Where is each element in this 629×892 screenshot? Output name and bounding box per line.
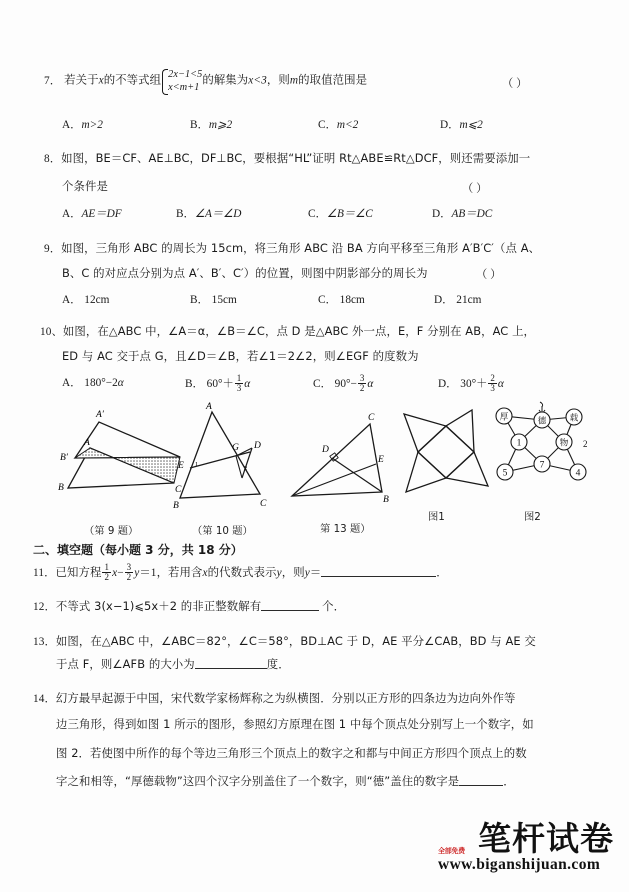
- q10-option-a-label: A．: [62, 377, 82, 389]
- svg-text:D: D: [322, 445, 329, 455]
- numerator: 3: [126, 562, 132, 572]
- q10-option-d-prefix: 30°＋: [460, 378, 488, 391]
- svg-text:C: C: [175, 485, 182, 495]
- node-hou: 厚: [499, 412, 509, 423]
- q11-answer-blank[interactable]: [321, 565, 436, 577]
- q9-option-a-label: A．: [62, 294, 82, 306]
- q14-answer-blank[interactable]: [459, 774, 503, 786]
- q14-line1: 幻方最早起源于中国，宋代数学家杨辉称之为纵横图．分别以正方形的四条边为边向外作等: [55, 691, 516, 705]
- figure-question-13: [288, 404, 400, 514]
- q14-line4-a: 字之和相等，“厚德载物”这四个汉字分别盖住了一个数字，则“德”盖住的数字是: [56, 774, 460, 788]
- q14-number: 14．: [33, 693, 56, 705]
- q10-option-a-prefix: 180°−2: [84, 377, 118, 389]
- svg-text:B: B: [58, 483, 64, 493]
- denominator: 2: [126, 572, 132, 583]
- svg-text:D: D: [254, 441, 261, 451]
- question-14: [33, 690, 516, 708]
- q10-option-c-suffix: α: [367, 378, 374, 391]
- question-number: 7．: [44, 74, 62, 87]
- q10-option-c-prefix: 90°−: [334, 378, 357, 391]
- question-9: [44, 240, 540, 258]
- svg-text:1: 1: [195, 461, 199, 468]
- svg-text:2: 2: [244, 465, 248, 472]
- figure-question-10: [172, 398, 292, 516]
- q7-option-b-label: B．: [190, 119, 209, 131]
- q7-text-after2: ，则: [266, 72, 290, 87]
- q14-line4-b: ．: [503, 774, 515, 788]
- q11-var-x1: x: [112, 567, 118, 580]
- q10-line1: 如图，在△ABC 中，∠A＝α，∠B＝∠C，点 D 是△ABC 外一点，E，F 分别在 AB，AC 上，: [62, 324, 536, 338]
- q11-text-b: ，若用含: [156, 565, 203, 580]
- node-4: 4: [575, 468, 581, 479]
- q10-option-a-suffix: α: [117, 377, 124, 389]
- q7-cond: x<3: [248, 74, 267, 87]
- q8-number: 8．: [44, 153, 62, 165]
- watermark-brand: 笔杆试卷: [478, 819, 614, 858]
- q7-answer-bracket[interactable]: （ ）: [502, 78, 528, 90]
- q8-line1: 如图，BE＝CF、AE⊥BC，DF⊥BC，要根据“HL”证明 Rt△ABE≌Rt△DCF，则还需要添加一: [61, 151, 531, 165]
- q7-option-c[interactable]: [318, 116, 358, 132]
- q9-option-b-value: 15cm: [211, 294, 237, 306]
- q9-option-c[interactable]: [318, 291, 365, 307]
- q11-text-c: 的代数式表示: [207, 565, 277, 580]
- q10-line2: ED 与 AC 交于点 G，且∠D＝∠B，若∠1＝2∠2，则∠EGF 的度数为: [62, 349, 419, 363]
- figure-q10-caption: （第 10 题）: [192, 525, 253, 537]
- q8-option-d-value: AB＝DC: [451, 208, 493, 220]
- q7-option-a-value: m>2: [81, 119, 103, 131]
- q8-answer-bracket[interactable]: （ ）: [462, 183, 488, 195]
- q7-option-d-label: D．: [440, 119, 460, 131]
- q7-option-d-value: m⩽2: [459, 119, 483, 131]
- figure-2-question-14: [494, 400, 590, 500]
- figure-q13-caption: 第 13 题）: [320, 523, 371, 535]
- q7-sys-line1: 2x−1<5: [168, 69, 203, 80]
- question-7: [44, 68, 367, 94]
- q7-option-a-label: A．: [62, 119, 82, 131]
- q7-inequality-system: [161, 68, 202, 94]
- q7-var-m: m: [289, 74, 299, 87]
- svg-text:C: C: [368, 413, 375, 423]
- q11-number: 11．: [33, 567, 56, 580]
- q8-option-d[interactable]: [432, 205, 492, 221]
- question-13: [33, 633, 536, 651]
- watermark-url: www.biganshijuan.com: [438, 856, 601, 873]
- denominator: 3: [236, 383, 242, 394]
- q7-text-after: 的解集为: [202, 72, 249, 87]
- q10-option-c[interactable]: [313, 374, 373, 393]
- q10-option-d-label: D．: [438, 378, 458, 391]
- q13-line1: 如图，在△ABC 中，∠ABC＝82°，∠C＝58°，BD⊥AC 于 D，AE 平分∠CAB，BD 与 AE 交: [55, 634, 536, 648]
- q11-equals-1: ＝1: [139, 567, 157, 580]
- node-7: 7: [539, 460, 545, 471]
- q11-text-a: 已知方程: [55, 565, 102, 580]
- denominator: 3: [490, 383, 495, 394]
- q9-line1: 如图，三角形 ABC 的周长为 15cm，将三角形 ABC 沿 BA 方向平移至三角形 A′B′C′（点 A、: [61, 241, 541, 255]
- q9-option-c-value: 18cm: [339, 294, 365, 306]
- node-5: 5: [502, 468, 508, 479]
- q9-option-c-label: C．: [318, 294, 337, 306]
- q8-option-b-label: B．: [176, 208, 195, 220]
- q11-var-x2: x: [202, 567, 208, 580]
- svg-text:E: E: [378, 455, 384, 465]
- q7-text-before: 若关于: [64, 72, 99, 87]
- numerator: 3: [359, 373, 365, 383]
- q10-option-d[interactable]: [438, 374, 504, 393]
- figure-2-caption: 图2: [524, 511, 541, 523]
- q8-line2: 个条件是: [62, 179, 108, 193]
- q9-option-d[interactable]: [434, 291, 481, 307]
- numerator: 1: [104, 562, 110, 572]
- q14-line2: 边三角形，得到如图 1 所示的图形，参照幻方原理在图 1 中每个顶点处分别写上一个数字，如: [56, 717, 534, 731]
- q14-line3: 图 2．若使图中所作的每个等边三角形三个顶点上的数字之和都与中间正方形四个顶点上的数: [56, 746, 527, 760]
- watermark: [438, 819, 614, 873]
- q11-text-d: ，则: [281, 565, 305, 580]
- node-1: 1: [516, 438, 522, 449]
- q9-option-d-label: D．: [434, 294, 454, 306]
- q7-text-end: 的取值范围是: [298, 72, 368, 87]
- section-2-title: 二、填空题（每小题 3 分，共 18 分）: [33, 543, 243, 557]
- svg-text:B: B: [383, 495, 389, 505]
- figure-q9-caption: （第 9 题）: [84, 525, 139, 537]
- q12-answer-blank[interactable]: [261, 599, 319, 611]
- svg-text:A′: A′: [96, 410, 104, 420]
- q10-option-b-suffix: α: [244, 378, 251, 391]
- q7-sys-line2: x<m+1: [168, 82, 200, 93]
- q8-option-c[interactable]: [308, 205, 373, 221]
- numerator: 1: [236, 373, 242, 383]
- q10-number: 10、: [40, 326, 63, 338]
- q10-option-c-label: C．: [313, 378, 332, 391]
- q8-option-a[interactable]: [62, 205, 122, 221]
- q10-option-a[interactable]: [62, 374, 124, 390]
- question-10: [40, 323, 535, 341]
- q12-number: 12．: [33, 601, 56, 613]
- q11-period: ．: [436, 567, 448, 580]
- svg-text:A: A: [206, 402, 212, 412]
- watermark-free-badge: 全部免费: [438, 847, 465, 855]
- q11-fraction-2: [125, 563, 134, 582]
- node-zai: 载: [569, 413, 579, 424]
- q13-line2: [56, 656, 290, 674]
- denominator: 2: [359, 383, 365, 394]
- q8-option-b[interactable]: [176, 205, 241, 221]
- svg-text:C: C: [260, 499, 267, 509]
- q8-option-c-label: C．: [308, 208, 327, 220]
- q13-line2-a: 于点 F，则∠AFB 的大小为: [56, 657, 195, 671]
- q14-line4: [56, 773, 515, 791]
- q7-option-c-value: m<2: [336, 119, 359, 131]
- q8-option-a-value: AE＝DF: [81, 208, 122, 220]
- denominator: 2: [104, 572, 110, 583]
- node-de: 德: [537, 416, 547, 427]
- q7-option-c-label: C．: [318, 119, 337, 131]
- q11-minus: −: [117, 567, 124, 580]
- q11-equals-2: ＝: [309, 567, 322, 580]
- svg-text:E: E: [178, 461, 184, 471]
- q11-var-y2: y: [276, 567, 282, 580]
- q11-var-y1: y: [134, 567, 140, 580]
- q9-option-d-value: 21cm: [456, 294, 482, 306]
- q8-option-a-label: A．: [62, 208, 82, 220]
- q9-line2: B、C 的对应点分别为点 A′、B′、C′）的位置，则图中阴影部分的周长为: [62, 266, 428, 280]
- q7-option-b-value: m⩾2: [208, 119, 233, 131]
- q9-option-a-value: 12cm: [84, 294, 110, 306]
- q13-line2-b: 度．: [266, 657, 290, 671]
- q12-text-a: 不等式 3(x−1)⩽5x＋2 的非正整数解有: [55, 599, 262, 613]
- numerator: 2: [490, 373, 495, 383]
- q7-option-b[interactable]: [190, 116, 232, 132]
- q8-option-b-value: ∠A＝∠D: [194, 208, 242, 220]
- q10-option-c-fraction: [358, 374, 367, 393]
- q9-option-b[interactable]: [190, 291, 237, 307]
- q13-answer-blank[interactable]: [195, 657, 267, 669]
- q12-text-b: 个．: [322, 599, 346, 613]
- q10-option-b-prefix: 60°＋: [206, 378, 234, 391]
- node-wu: 物: [559, 438, 569, 449]
- q11-fraction-1: [102, 563, 111, 582]
- question-8: [44, 150, 530, 168]
- q9-option-b-label: B．: [190, 294, 209, 306]
- node-2: 2: [583, 439, 588, 449]
- svg-text:A: A: [84, 438, 90, 448]
- svg-text:G: G: [232, 443, 239, 453]
- q8-option-c-value: ∠B＝∠C: [326, 208, 373, 220]
- q9-answer-bracket[interactable]: （ ）: [476, 269, 502, 281]
- q13-number: 13．: [33, 636, 56, 648]
- svg-text:B: B: [173, 501, 179, 511]
- question-12: [33, 598, 345, 616]
- q10-option-b-fraction: [235, 374, 244, 393]
- q8-option-d-label: D．: [432, 208, 452, 220]
- q7-option-d[interactable]: [440, 116, 483, 132]
- svg-text:B′: B′: [60, 453, 68, 463]
- q11-var-y3: y: [304, 567, 310, 580]
- q7-var-x: x: [98, 74, 104, 87]
- figure-1-question-14: [400, 406, 492, 498]
- q9-number: 9．: [44, 243, 62, 255]
- figure-1-caption: 图1: [428, 511, 445, 523]
- q10-option-d-fraction: [488, 374, 497, 393]
- q10-option-b[interactable]: [185, 374, 250, 393]
- question-11: [33, 563, 448, 582]
- q9-option-a[interactable]: [62, 291, 109, 307]
- q7-text-mid: 的不等式组: [103, 72, 162, 87]
- q7-option-a[interactable]: [62, 116, 103, 132]
- q10-option-b-label: B．: [185, 378, 204, 391]
- q10-option-d-suffix: α: [497, 378, 504, 391]
